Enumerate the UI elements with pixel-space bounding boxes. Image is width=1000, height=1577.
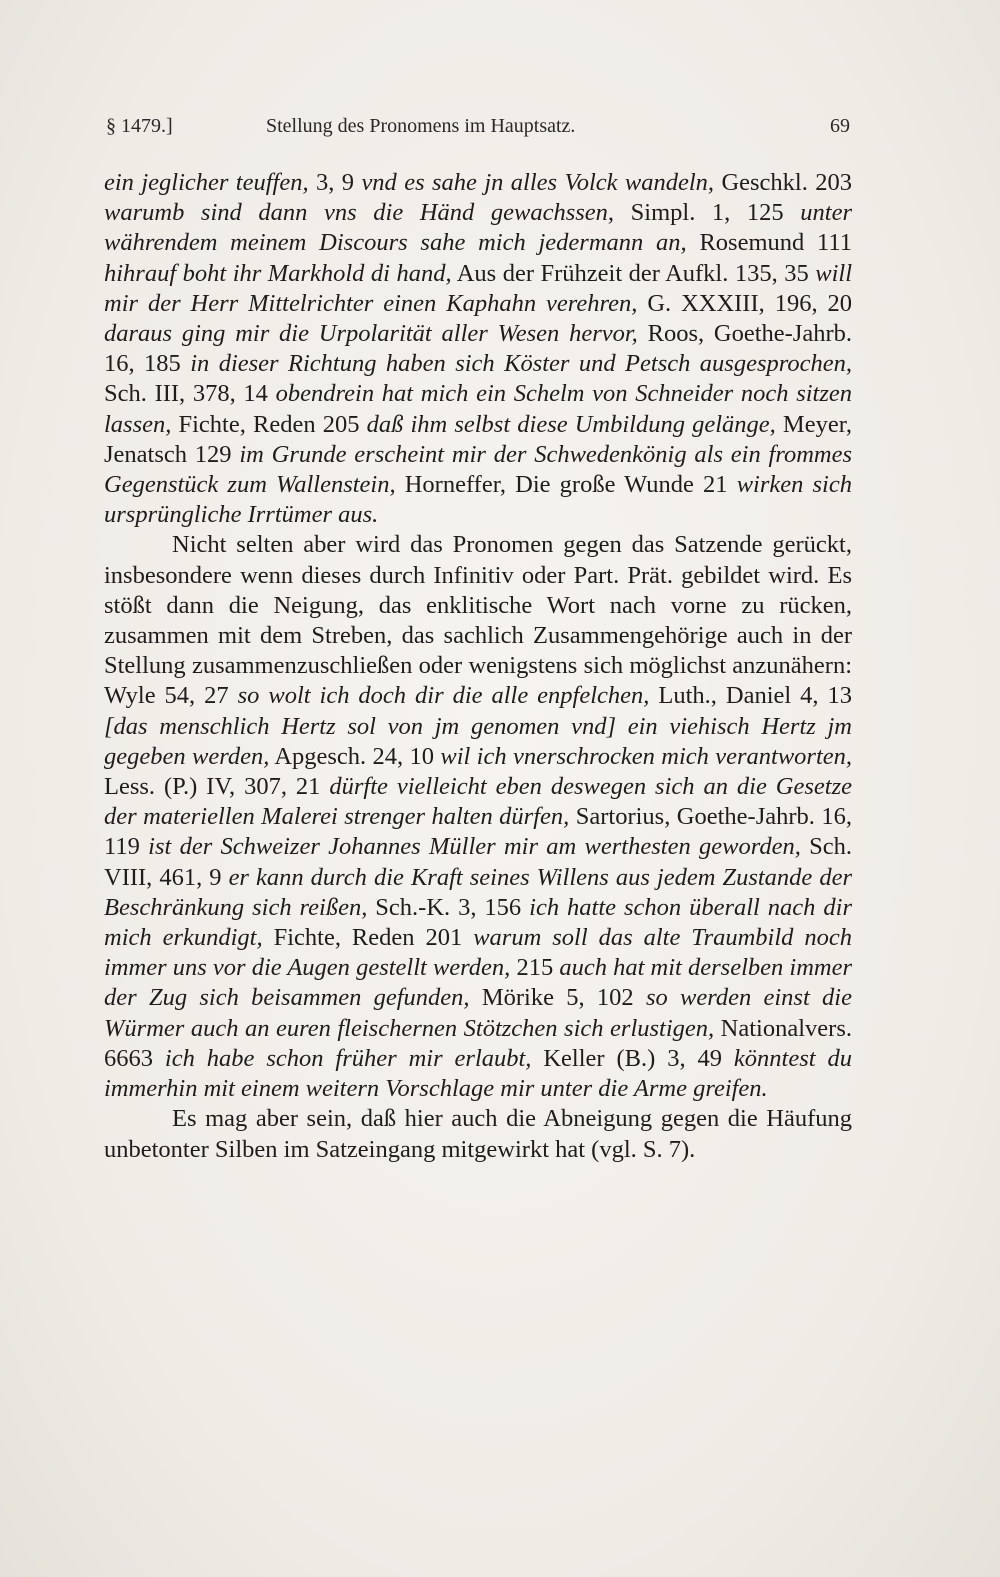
citation-text: Keller (B.) 3, 49: [531, 1044, 734, 1072]
example-quote: ist der Schweizer Johannes Müller mir am werthesten geworden,: [148, 833, 801, 861]
citation-text: Roos, Goethe-Jahrb. 16, 185: [104, 320, 852, 378]
example-quote: warum soll das alte Traumbild noch immer uns vor die Augen gestellt werden,: [104, 924, 853, 982]
example-quote: so wolt ich doch dir die alle enpfelchen,: [237, 682, 650, 710]
citation-text: Simpl. 1, 125: [614, 199, 801, 227]
citation-text: Aus der Frühzeit der Aufkl. 135, 35: [451, 259, 816, 287]
citation-text: Fichte, Reden 205: [171, 410, 367, 438]
example-quote: im Grunde erscheint mir der Schwedenkönig als ein frommes Gegenstück zum Wallenstein,: [104, 440, 853, 499]
citation-text: Meyer, Jenatsch 129: [104, 410, 852, 468]
citation-text: Horneffer, Die große Wunde 21: [395, 471, 737, 499]
citation-text: Less. (P.) IV, 307, 21: [104, 773, 330, 801]
example-quote: [das menschlich Hertz sol von jm genomen vnd] ein viehisch Hertz jm gegeben werden,: [104, 712, 852, 770]
example-quote: so werden einst die Würmer auch an euren fleischernen Stötzchen sich erlustigen,: [104, 984, 852, 1042]
citation-text: Nationalvers. 6663: [104, 1014, 852, 1072]
example-quote: ich habe schon früher mir erlaubt,: [164, 1044, 532, 1072]
citation-text: Fichte, Reden 201: [262, 924, 474, 952]
example-quote: wirken sich ursprüngliche Irrtümer aus.: [104, 471, 852, 529]
example-quote: daraus ging mir die Urpolarität aller Wesen hervor,: [104, 320, 638, 348]
running-title: Stellung des Pronomens im Hauptsatz.: [266, 115, 576, 137]
paragraph: [104, 1104, 852, 1164]
example-quote: daß ihm selbst diese Umbildung gelänge,: [366, 410, 776, 438]
example-quote: könntest du immerhin mit einem weitern Vorschlage mir unter die Arme greifen.: [104, 1044, 852, 1103]
example-quote: auch hat mit derselben immer der Zug sich beisammen gefunden,: [104, 954, 852, 1012]
citation-text: Es mag aber sein, daß hier auch die Abneigung gegen die Häufung unbetonter Silben im Satzeingang mitgewirkt hat (vgl. S. 7).: [104, 1105, 852, 1163]
citation-text: Luth., Daniel 4, 13: [649, 682, 852, 710]
citation-text: G. XXXIII, 196, 20: [637, 289, 852, 317]
example-quote: er kann durch die Kraft seines Willens aus jedem Zustande der Beschränkung sich reißen,: [104, 863, 853, 921]
example-quote: vnd es sahe jn alles Volck wandeln,: [361, 169, 715, 196]
section-reference: § 1479.]: [106, 115, 173, 137]
citation-text: Nicht selten aber wird das Pronomen gegen das Satzende gerückt, insbesondere wenn dieses durch Infinitiv oder Part. Prät. gebildet wird. Es stößt dann die Neigung, das enklitische Wort nach vorne zu rücken, zusammen mit dem Streben, das sachlich Zusammengehörige auch in der Stellung zusammenzuschließen oder wenigstens sich möglichst anzunähern: Wyle 54, 27: [104, 531, 852, 710]
paragraph: [104, 168, 852, 530]
paragraph: [104, 530, 852, 1104]
example-quote: dürfte vielleicht eben deswegen sich an die Gesetze der materiellen Malerei strenger halten dürfen,: [104, 773, 852, 831]
citation-text: Sch. VIII, 461, 9: [104, 833, 853, 891]
citation-text: Sartorius, Goethe-Jahrb. 16, 119: [104, 803, 852, 861]
example-quote: warumb sind dann vns die Händ gewachssen,: [104, 199, 615, 227]
example-quote: will mir der Herr Mittelrichter einen Kaphahn verehren,: [104, 259, 852, 317]
citation-text: Sch. III, 378, 14: [104, 380, 276, 408]
citation-text: 215: [510, 954, 560, 982]
example-quote: wil ich vnerschrocken mich verantworten,: [440, 742, 853, 770]
example-quote: in dieser Richtung haben sich Köster und Petsch ausgesprochen,: [190, 350, 852, 378]
citation-text: Sch.-K. 3, 156: [367, 893, 530, 921]
citation-text: 3, 9: [308, 169, 362, 196]
citation-text: Rosemund 111: [686, 229, 852, 257]
citation-text: Geschkl. 203: [714, 169, 852, 196]
example-quote: ich hatte schon überall nach dir mich erkundigt,: [104, 893, 852, 952]
example-quote: unter währendem meinem Discours sahe mich jedermann an,: [104, 199, 852, 257]
example-quote: ein jeglicher teuffen,: [104, 169, 309, 196]
citation-text: Mörike 5, 102: [469, 984, 646, 1012]
running-header: [106, 110, 850, 142]
page-number: 69: [830, 115, 850, 137]
citation-text: Apgesch. 24, 10: [269, 742, 441, 770]
example-quote: hihrauf boht ihr Markhold di hand,: [104, 259, 452, 287]
example-quote: obendrein hat mich ein Schelm von Schneider noch sitzen lassen,: [104, 380, 853, 438]
main-text: [104, 168, 852, 1165]
